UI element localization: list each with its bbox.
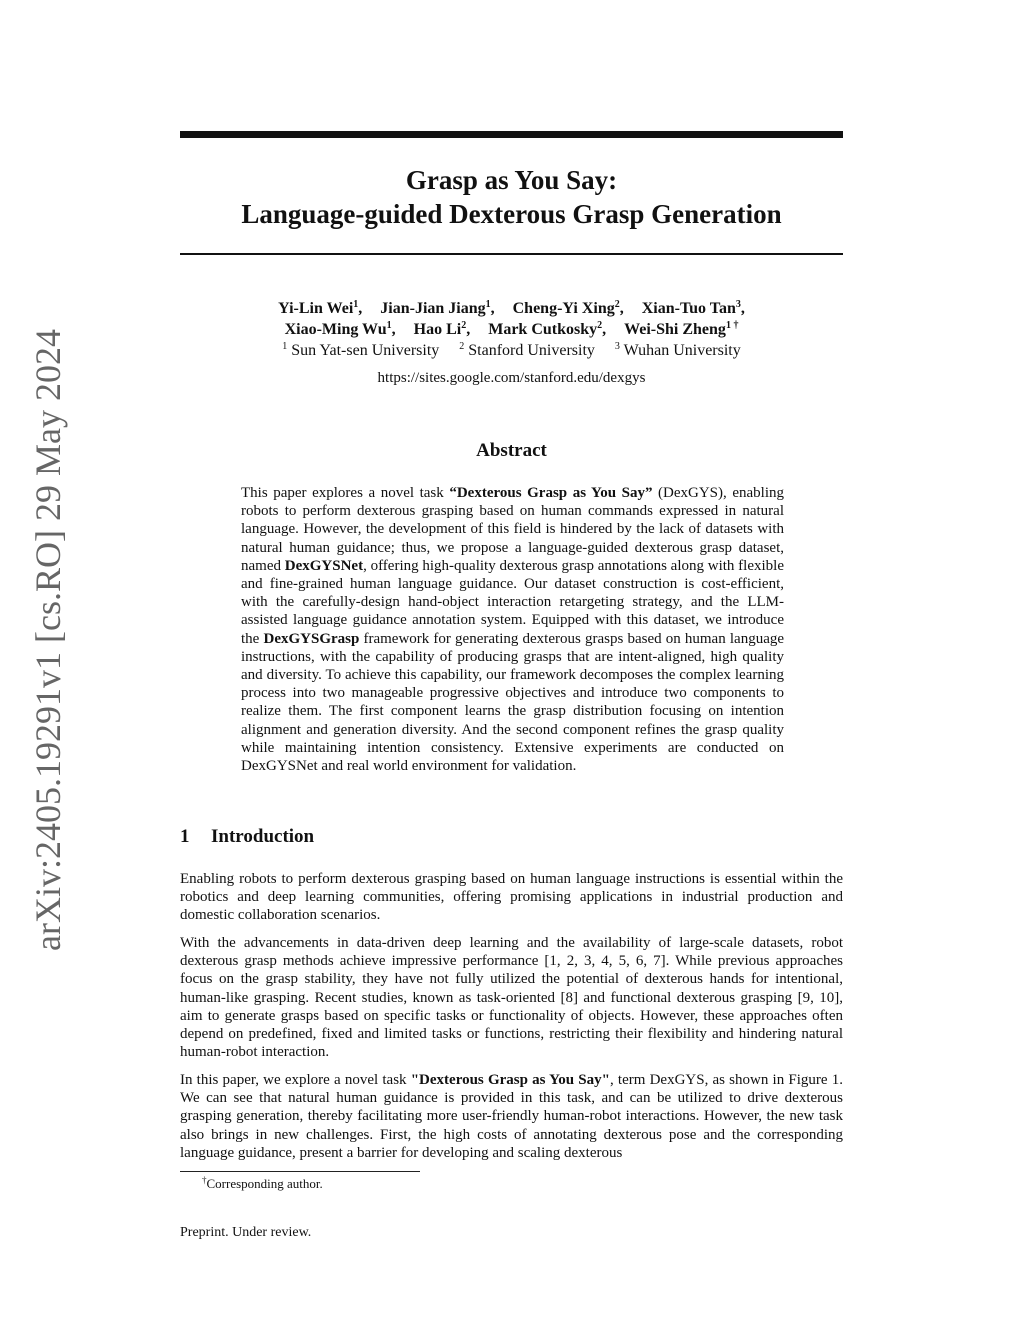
affiliation: $^3$ Wuhan University xyxy=(614,341,741,359)
section-heading xyxy=(180,826,314,848)
abstract-body: This paper explores a novel task “Dexterous Grasp as You Say” (DexGYS), enabling robots to perform dexterous grasping based on human commands expressed in natural language. However, the development of this field is hindered by the lack of datasets with natural human guidance; thus, we propose a language-guided dexterous grasp dataset, named DexGYSNet, offering high-quality dexterous grasp annotations along with flexible and fine-grained human language guidance. Our dataset construction is cost-efficient, with the carefully-design hand-object interaction retargeting strategy, and the LLM-assisted language guidance annotation system. Equipped with this dataset, we introduce the DexGYSGrasp framework for generating dexterous grasps based on human language instructions, with the capability of producing grasps that are intent-aligned, high quality and diversity. To achieve this capability, our framework decomposes the complex learning process into two manageable progressive objectives and introduce two components to realize them. The first component learns the grasp distribution focusing on intention alignment and generation diversity. And the second component refines the grasp quality while maintaining intention consistency. Extensive experiments are conducted on DexGYSNet and real world environment for validation. xyxy=(241,485,785,775)
intro-paragraph-1: Enabling robots to perform dexterous grasping based on human language instructions is essential within the robotics and deep learning communities, offering promising applications in industrial production and domestic collaboration scenarios. xyxy=(180,871,843,924)
title-line-2: Language-guided Dexterous Grasp Generation xyxy=(241,199,782,229)
affiliation-line xyxy=(180,340,843,361)
footnote-rule xyxy=(180,1171,420,1172)
title-bottom-rule xyxy=(180,253,843,255)
author-name: Mark Cutkosky$^2$, xyxy=(488,320,607,338)
affiliation: $^1$ Sun Yat-sen University xyxy=(282,341,440,359)
arxiv-id-text: arXiv:2405.19291v1 [cs.RO] 29 May 2024 xyxy=(28,329,68,951)
section-number: 1 xyxy=(180,826,190,847)
author-name: Jian-Jian Jiang$^1$, xyxy=(380,299,495,317)
paper-title xyxy=(180,163,843,231)
abstract-heading: Abstract xyxy=(476,440,547,461)
affiliation: $^2$ Stanford University xyxy=(459,341,595,359)
title-top-rule xyxy=(180,131,843,138)
intro-paragraph-3: In this paper, we explore a novel task "Dexterous Grasp as You Say", term DexGYS, as shown in Figure 1. We can see that natural human guidance is provided in this task, and can be utilized to drive dexterous grasping generation, thereby facilitating more user-friendly human-robot interactions. However, the new task also brings in new challenges. First, the high costs of annotating dexterous pose and the corresponding language guidance, present a barrier for developing and scaling dexterous xyxy=(180,1072,843,1161)
author-block xyxy=(180,298,843,361)
title-line-1: Grasp as You Say: xyxy=(405,165,618,195)
author-name: Hao Li$^2$, xyxy=(413,320,471,338)
project-url-link[interactable]: https://sites.google.com/stanford.edu/dexgys xyxy=(377,370,646,386)
footnote: †Corresponding author. xyxy=(202,1175,323,1191)
author-name: Cheng-Yi Xing$^2$, xyxy=(512,299,624,317)
preprint-notice: Preprint. Under review. xyxy=(180,1225,312,1240)
author-line-1 xyxy=(180,298,843,319)
author-name: Wei-Shi Zheng$^{1 \dagger}$ xyxy=(624,320,739,338)
intro-paragraph-2: With the advancements in data-driven deep learning and the availability of large-scale datasets, robot dexterous grasp methods achieve impressive performance [1, 2, 3, 4, 5, 6, 7]. While previous approaches focus on the grasp stability, they have not fully utilized the potential of dexterous hands for intentional, human-like grasping. Recent studies, known as task-oriented [8] and functional dexterous grasping [9, 10], aim to generate grasps based on specific tasks or functionality of objects. However, these approaches often depend on predefined, fixed and limited tasks or functions, restricting their flexibility and hindering natural human-robot interaction. xyxy=(180,935,843,1061)
author-name: Xian-Tuo Tan$^3$, xyxy=(641,299,745,317)
author-name: Yi-Lin Wei$^1$, xyxy=(278,299,363,317)
section-title: Introduction xyxy=(211,826,315,847)
author-name: Xiao-Ming Wu$^1$, xyxy=(284,320,396,338)
author-line-2 xyxy=(180,319,843,340)
